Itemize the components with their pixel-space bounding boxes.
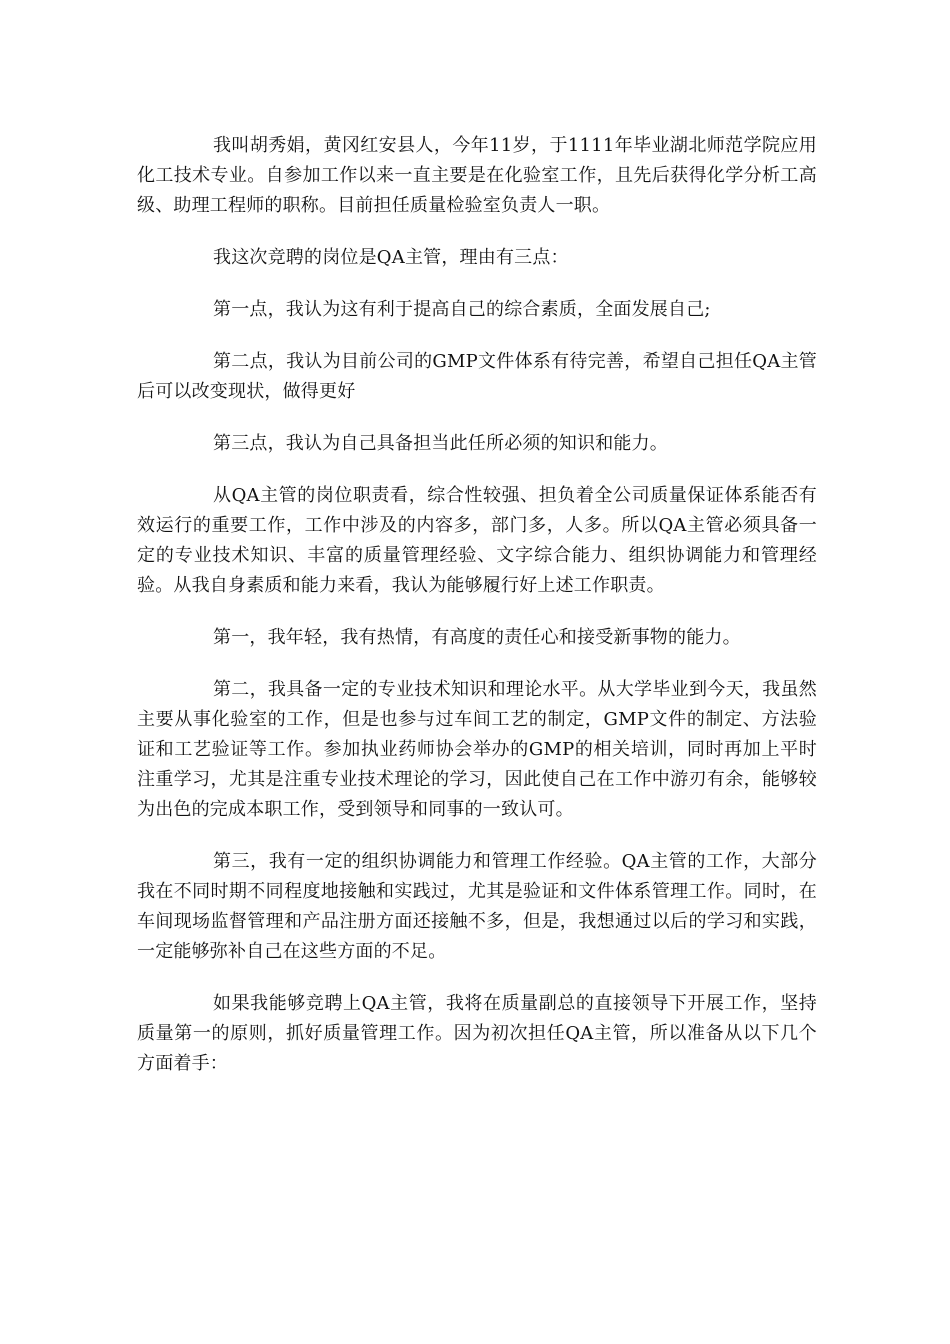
paragraph-reason-1: 第一点，我认为这有利于提高自己的综合素质，全面发展自己;: [213, 299, 711, 320]
paragraph-strength-3: 第三，我有一定的组织协调能力和管理工作经验。QA主管的工作，大部分我在不同时期不同程度地接触和实践过，尤其是验证和文件体系管理工作。同时，在车间现场监督管理和产品注册方面还接触不多，但是，我想通过以后的学习和实践，一定能够弥补自己在这些方面的不足。: [137, 851, 817, 962]
paragraph-plan: 如果我能够竞聘上QA主管，我将在质量副总的直接领导下开展工作，坚持质量第一的原则，抓好质量管理工作。因为初次担任QA主管，所以准备从以下几个方面着手：: [137, 993, 817, 1074]
paragraph-strength-2: 第二，我具备一定的专业技术知识和理论水平。从大学毕业到今天，我虽然主要从事化验室的工作，但是也参与过车间工艺的制定，GMP文件的制定、方法验证和工艺验证等工作。参加执业药师协会举办的GMP的相关培训，同时再加上平时注重学习，尤其是注重专业技术理论的学习，因此使自己在工作中游刃有余，能够较为出色的完成本职工作，受到领导和同事的一致认可。: [137, 679, 817, 820]
paragraph-reason-3: 第三点，我认为自己具备担当此任所必须的知识和能力。: [213, 433, 668, 454]
paragraph-strength-1: 第一，我年轻，我有热情，有高度的责任心和接受新事物的能力。: [213, 627, 741, 648]
paragraph-reason-2: 第二点，我认为目前公司的GMP文件体系有待完善，希望自己担任QA主管后可以改变现状，做得更好: [137, 351, 817, 402]
paragraph-position: 我这次竞聘的岗位是QA主管，理由有三点：: [213, 247, 569, 268]
paragraph-job-duties: 从QA主管的岗位职责看，综合性较强、担负着全公司质量保证体系能否有效运行的重要工作，工作中涉及的内容多，部门多，人多。所以QA主管必须具备一定的专业技术知识、丰富的质量管理经验、文字综合能力、组织协调能力和管理经验。从我自身素质和能力来看，我认为能够履行好上述工作职责。: [137, 485, 817, 596]
document-body: [137, 131, 817, 1101]
paragraph-intro: 我叫胡秀娟，黄冈红安县人，今年11岁，于1111年毕业湖北师范学院应用化工技术专业。自参加工作以来一直主要是在化验室工作，且先后获得化学分析工高级、助理工程师的职称。目前担任质量检验室负责人一职。: [137, 135, 817, 216]
